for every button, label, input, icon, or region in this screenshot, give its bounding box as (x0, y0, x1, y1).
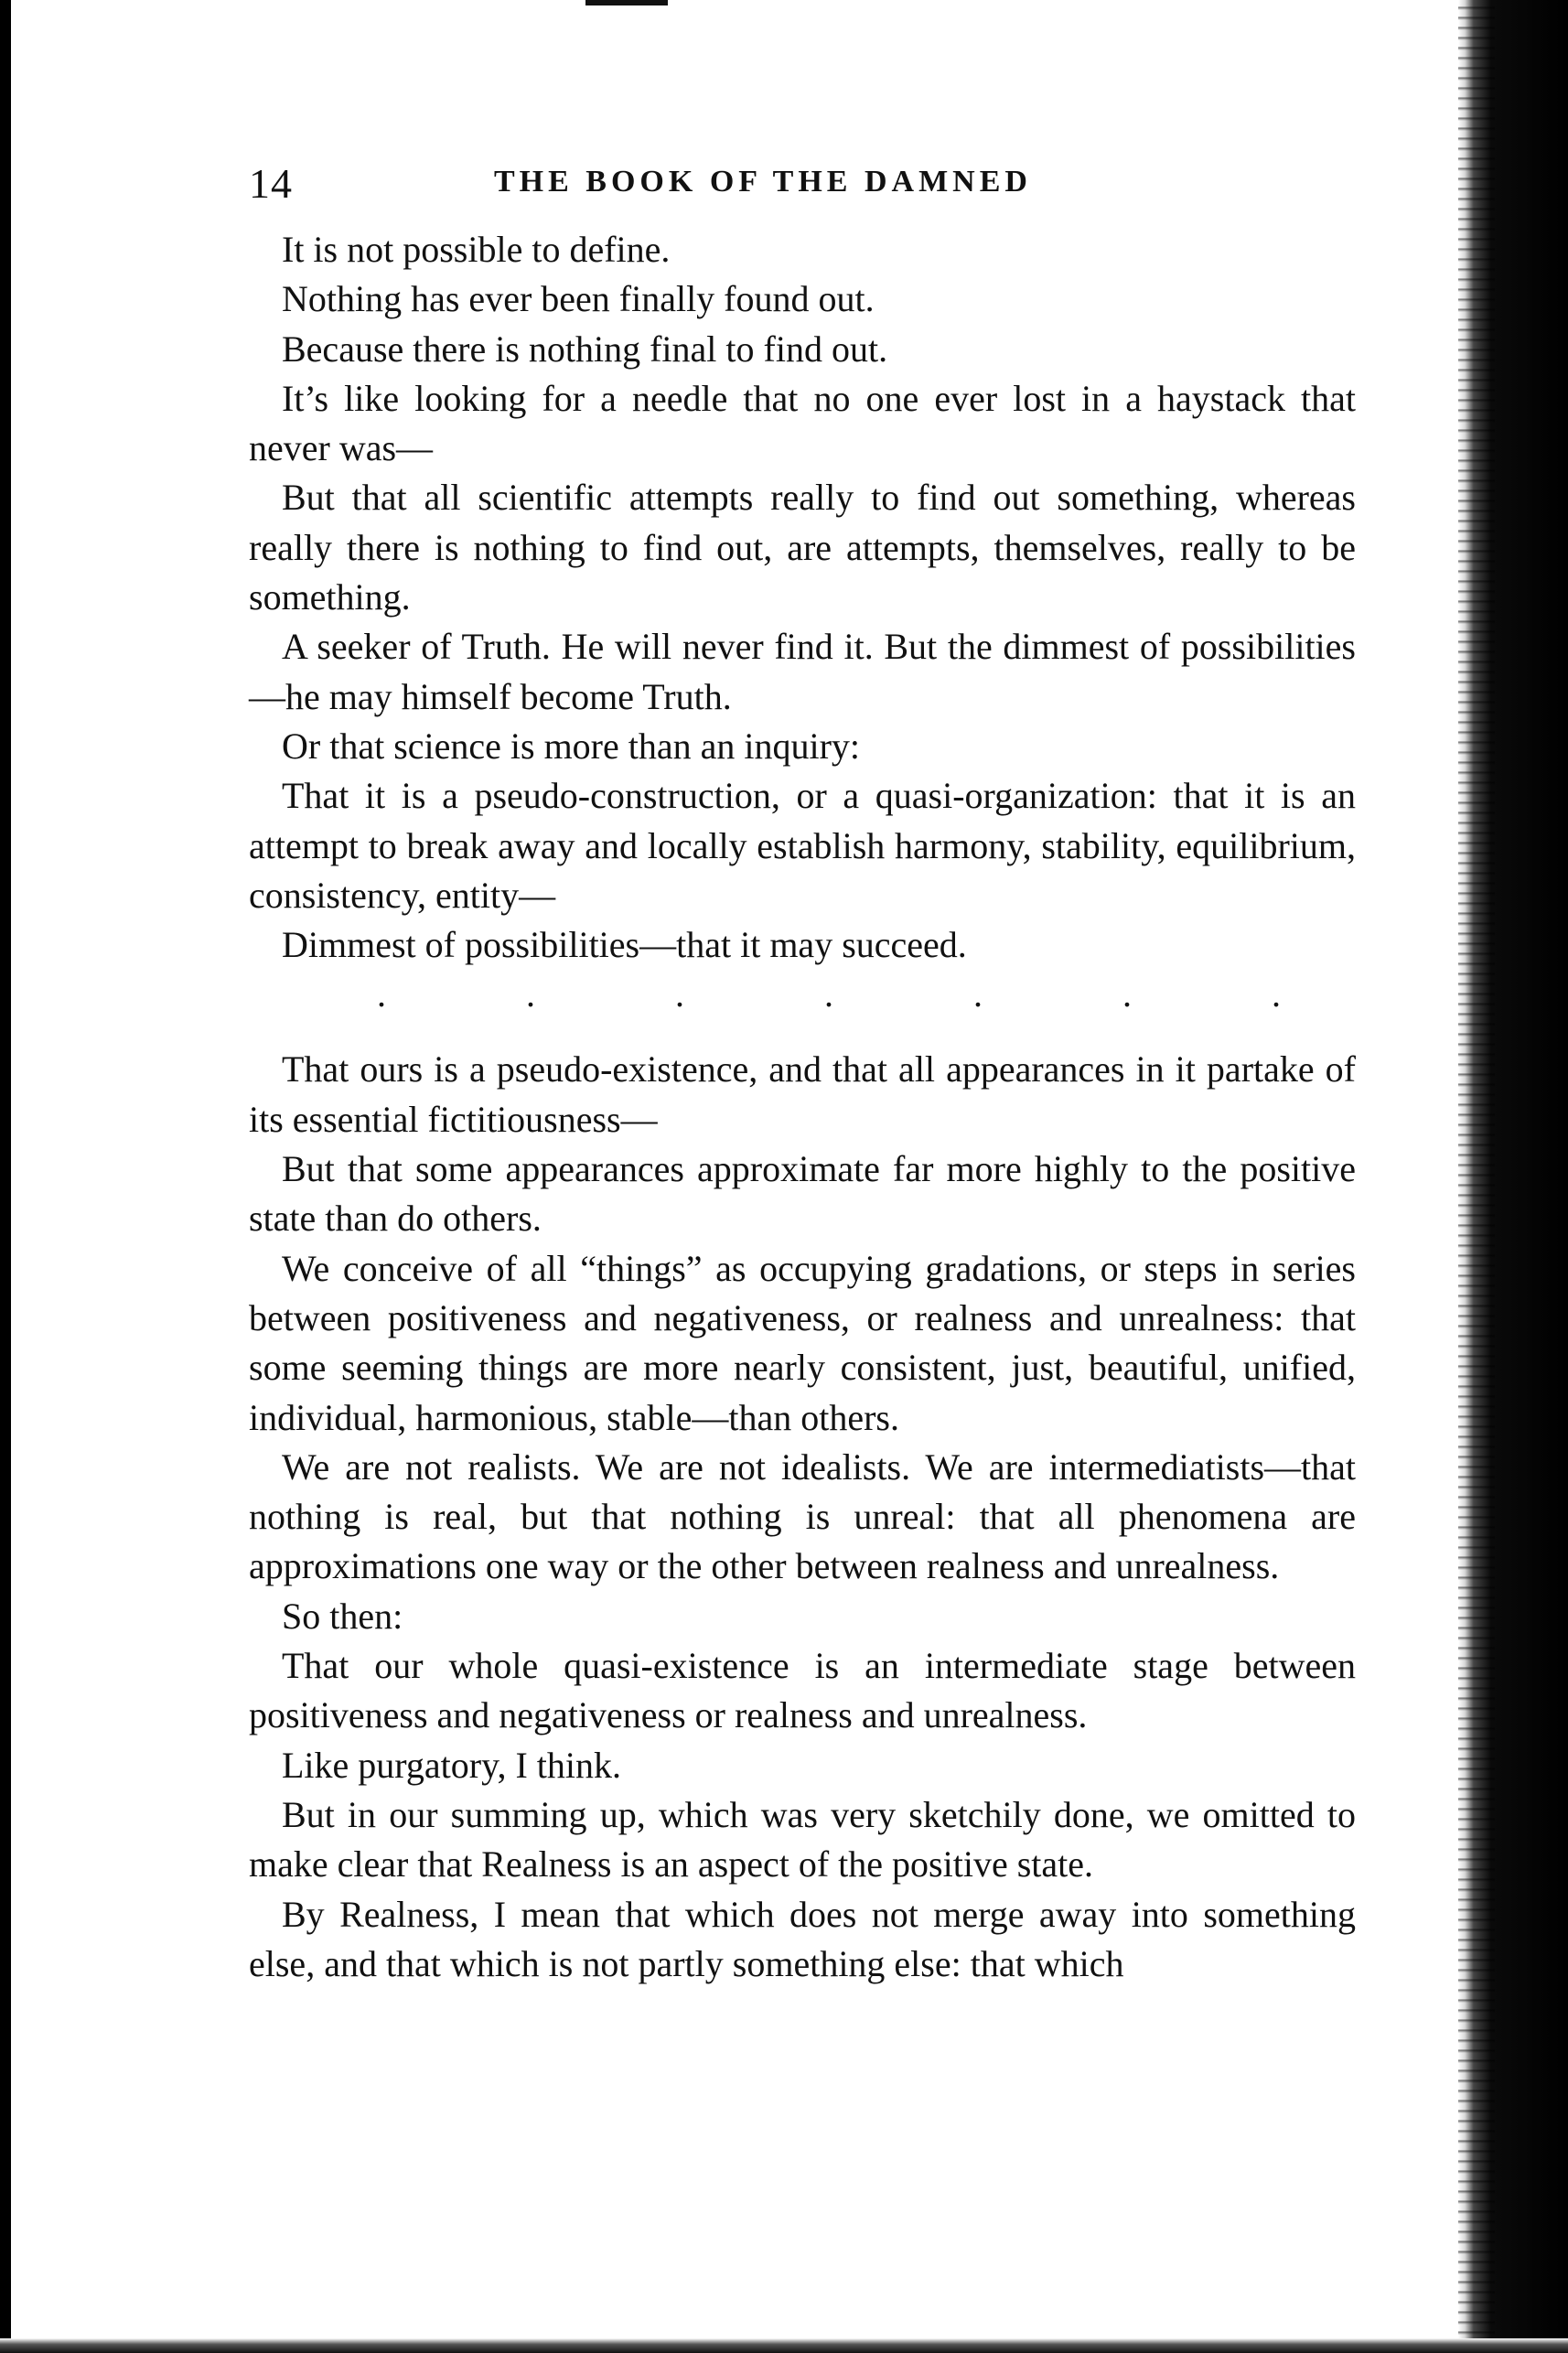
section-break-dot: . (377, 973, 386, 1015)
section-break (249, 970, 1356, 1019)
book-title: THE BOOK OF THE DAMNED (494, 165, 1032, 199)
paragraph: Because there is nothing final to find out. (282, 328, 888, 370)
paragraph: Nothing has ever been finally found out. (282, 278, 875, 320)
paragraph: We conceive of all “things” as occupying gradations, or steps in series between positiveness and negativeness, or realness and unrealness: that some seeming things are more nearly consistent, just, beautiful, unified, individual, harmonious, stable—than others. (249, 1247, 1356, 1438)
body-text (249, 225, 1356, 1989)
section-break-dot: . (824, 973, 833, 1015)
paragraph: Like purgatory, I think. (282, 1744, 622, 1786)
paragraph: That it is a pseudo-construction, or a quasi-organization: that it is an attempt to break away and locally establish harmony, stability, equilibrium, consistency, entity— (249, 775, 1356, 916)
scan-right-edge (1458, 0, 1568, 2353)
section-break-dot: . (1272, 973, 1281, 1015)
paragraph: We are not realists. We are not idealists. We are intermediatists—that nothing is real, but that nothing is unreal: that all phenomena are approximations one way or the other between realness and unrealness. (249, 1445, 1356, 1587)
paragraph: So then: (282, 1595, 403, 1637)
section-break-dot: . (675, 973, 684, 1015)
paragraph: It is not possible to define. (282, 229, 671, 270)
page-number: 14 (249, 160, 293, 207)
running-head (249, 157, 1356, 214)
paragraph: A seeker of Truth. He will never find it. But the dimmest of possibilities—he may himself become Truth. (249, 626, 1356, 717)
paragraph: But that all scientific attempts really to find out something, whereas really there is nothing to find out, are attempts, themselves, really to be something. (249, 477, 1356, 618)
scan-top-mark (585, 0, 668, 5)
scan-bottom-edge (0, 2338, 1568, 2353)
paragraph: But in our summing up, which was very sketchily done, we omitted to make clear that Realness is an aspect of the positive state. (249, 1793, 1356, 1886)
scan-left-edge (0, 0, 11, 2353)
paragraph: That ours is a pseudo-existence, and that all appearances in it partake of its essential fictitiousness— (249, 1048, 1356, 1140)
section-break-dot: . (526, 973, 535, 1015)
section-break-dot: . (1122, 973, 1132, 1015)
paragraph: It’s like looking for a needle that no one ever lost in a haystack that never was— (249, 377, 1356, 469)
paragraph: That our whole quasi-existence is an intermediate stage between positiveness and negativeness or realness and unrealness. (249, 1645, 1356, 1736)
paragraph: Or that science is more than an inquiry: (282, 725, 861, 767)
paragraph: By Realness, I mean that which does not merge away into something else, and that which is not partly something else: that which (249, 1893, 1356, 1984)
paragraph: But that some appearances approximate far more highly to the positive state than do others. (249, 1148, 1356, 1240)
section-break-dot: . (973, 973, 983, 1015)
paragraph: Dimmest of possibilities—that it may succeed. (282, 924, 967, 966)
